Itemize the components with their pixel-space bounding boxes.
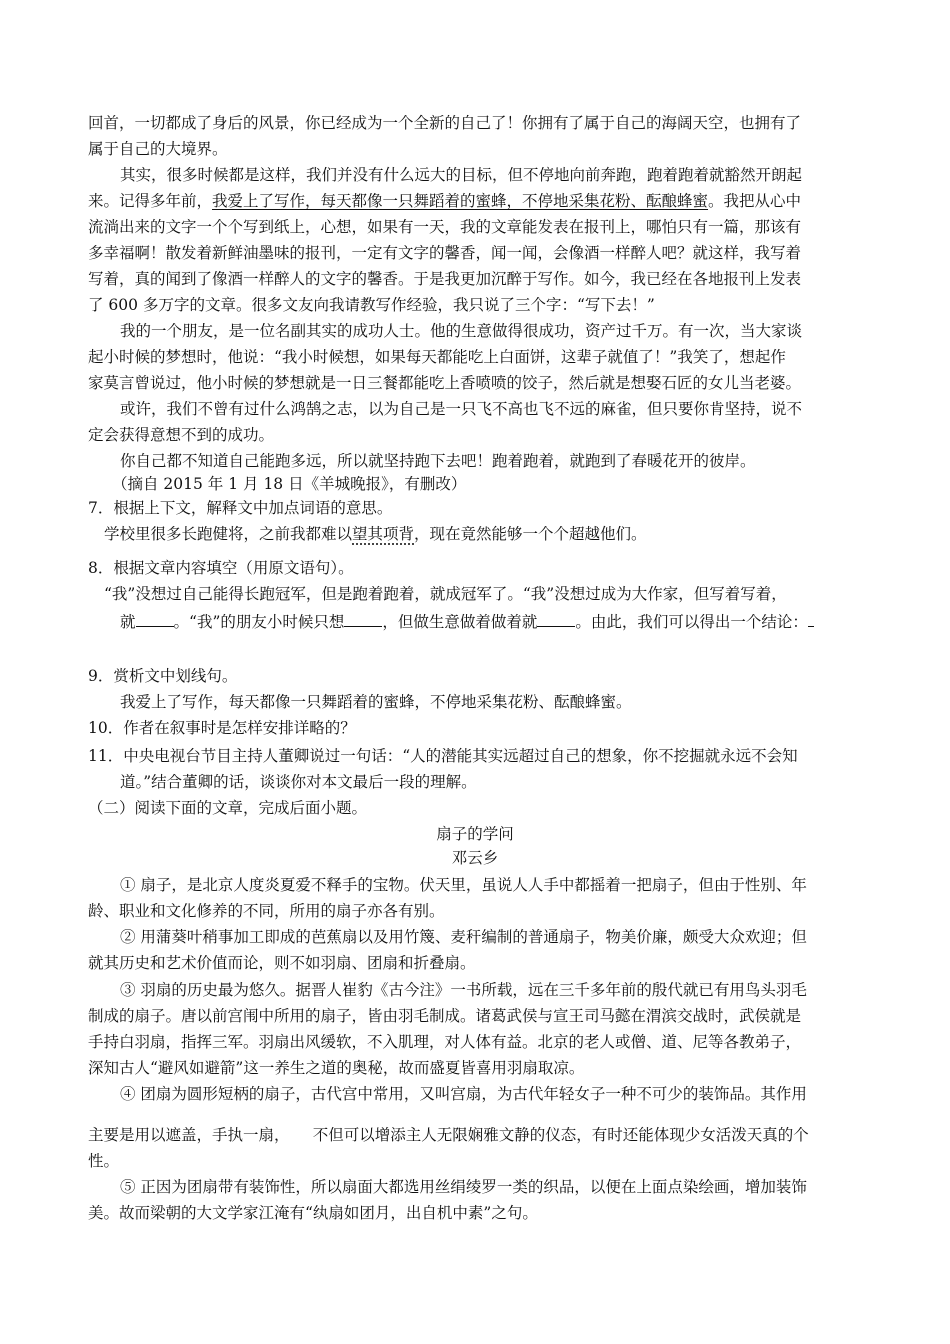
question-text: 就 [120, 613, 136, 631]
passage-line: 或许，我们不曾有过什么鸿鹄之志，以为自己是一只飞不高也飞不远的麻雀，但只要你肯坚持，说不 [120, 400, 803, 418]
question-10: 10．作者在叙事时是怎样安排详略的？ [88, 719, 356, 737]
article-author: 邓云乡 [451, 849, 499, 867]
article-line: 深知古人“避风如避箭”这一养生之道的奥秘，故而盛夏皆喜用羽扇取凉。 [88, 1059, 585, 1077]
question-9-sentence: 我爱上了写作，每天都像一只舞蹈着的蜜蜂，不停地采集花粉、酝酿蜂蜜。 [120, 693, 632, 711]
article-line: 制成的扇子。唐以前宫闱中所用的扇子，皆由羽毛制成。诸葛武侯与宣王司马懿在渭滨交战时，武侯就是 [88, 1007, 802, 1025]
passage-line-with-underline [88, 191, 801, 211]
question-8-line1: “我”没想过自己能得长跑冠军，但是跑着跑着，就成冠军了。“我”没想过成为大作家，但写着写着， [104, 585, 787, 603]
underlined-sentence: 我爱上了写作，每天都像一只舞蹈着的蜜蜂，不停地采集花粉、酝酿蜂蜜 [212, 192, 709, 210]
question-text: ，现在竟然能够一个个超越他们。 [414, 525, 647, 543]
article-title: 扇子的学问 [436, 825, 514, 843]
passage-line: 我的一个朋友，是一位名副其实的成功人士。他的生意做得很成功，资产过千万。有一次，当大家谈 [120, 322, 803, 340]
passage-line: 定会获得意想不到的成功。 [88, 426, 275, 444]
section-intro: （二）阅读下面的文章，完成后面小题。 [88, 799, 368, 817]
dotted-word: 望其项背 [352, 525, 415, 543]
article-line: ① 扇子，是北京人度炎夏爱不释手的宝物。伏天里，虽说人人手中都摇着一把扇子，但由于性别、年 [120, 876, 807, 894]
question-text: 。由此，我们可以得出一个结论： [575, 613, 808, 631]
question-11-cont: 道。”结合董卿的话，谈谈你对本文最后一段的理解。 [120, 773, 477, 791]
article-line: 主要是用以遮盖，手执一扇， 不但可以增添主人无限娴雅文静的仪态，有时还能体现少女活泼天真的个 [88, 1126, 809, 1144]
question-7: 7．根据上下文，解释文中加点词语的意思。 [88, 499, 393, 517]
article-line: 美。故而梁朝的大文学家江淹有“纨扇如团月，出自机中素”之句。 [88, 1204, 538, 1222]
question-11: 11．中央电视台节目主持人董卿说过一句话：“人的潜能其实远超过自己的想象，你不挖掘就永远不会知 [88, 747, 798, 765]
article-line: ④ 团扇为圆形短柄的扇子，古代宫中常用，又叫宫扇，为古代年轻女子一种不可少的装饰品。其作用 [120, 1085, 807, 1103]
passage-line: 其实，很多时候都是这样，我们并没有什么远大的目标，但不停地向前奔跑，跑着跑着就豁然开朗起 [120, 166, 803, 184]
article-line: 就其历史和艺术价值而论，则不如羽扇、团扇和折叠扇。 [88, 954, 476, 972]
article-line: ⑤ 正因为团扇带有装饰性，所以扇面大都选用丝绢绫罗一类的织品，以便在上面点染绘画，增加装饰 [120, 1178, 807, 1196]
article-line: ② 用蒲葵叶稍事加工即成的芭蕉扇以及用竹篾、麦秆编制的普通扇子，物美价廉，颇受大众欢迎；但 [120, 928, 807, 946]
source-citation: （摘自 2015 年 1 月 18 日《羊城晚报》，有删改） [112, 475, 467, 493]
question-9: 9．赏析文中划线句。 [88, 667, 238, 685]
passage-line: 流淌出来的文字一个个写到纸上，心想，如果有一天，我的文章能发表在报刊上，哪怕只有一篇，那该有 [88, 218, 802, 236]
passage-line: 起小时候的梦想时，他说：“我小时候想，如果每天都能吃上白面饼，这辈子就值了！”我笑了，想起作 [88, 348, 786, 366]
question-text: ，但做生意做着做着就 [382, 613, 538, 631]
passage-line: 写着，真的闻到了像酒一样醉人的文字的馨香。于是我更加沉醉于写作。如今，我已经在各地报刊上发表 [88, 270, 802, 288]
article-line: 性。 [88, 1152, 120, 1170]
passage-line: 回首，一切都成了身后的风景，你已经成为一个全新的自己了！你拥有了属于自己的海阔天空，也拥有了 [88, 114, 802, 132]
answer-blank[interactable] [808, 612, 814, 627]
question-7-sentence [104, 524, 647, 544]
passage-line: 多幸福啊！散发着新鲜油墨味的报刊，一定有文字的馨香，闻一闻，会像酒一样醉人吧？就这样，我写着 [88, 244, 802, 262]
passage-line: 了 600 多万字的文章。很多文友向我请教写作经验，我只说了三个字：“写下去！” [88, 296, 655, 314]
question-text: 。“我”的朋友小时候只想 [173, 613, 345, 631]
passage-line: 家莫言曾说过，他小时候的梦想就是一日三餐都能吃上香喷喷的饺子，然后就是想娶石匠的女儿当老婆。 [88, 374, 802, 392]
question-8-line2 [120, 612, 814, 632]
article-line: 龄、职业和文化修养的不同，所用的扇子亦各有别。 [88, 902, 445, 920]
answer-blank[interactable] [537, 612, 575, 627]
article-line: ③ 羽扇的历史最为悠久。据晋人崔豹《古今注》一书所载，远在三千多年前的殷代就已有用鸟头羽毛 [120, 981, 807, 999]
passage-line: 你自己都不知道自己能跑多远，所以就坚持跑下去吧！跑着跑着，就跑到了春暖花开的彼岸。 [120, 452, 756, 470]
question-8: 8．根据文章内容填空（用原文语句）。 [88, 559, 354, 577]
passage-text: 。我把从心中 [708, 192, 802, 210]
passage-text: 来。记得多年前， [88, 192, 213, 210]
article-line: 手持白羽扇，指挥三军。羽扇出风缓软，不入肌理，对人体有益。北京的老人或僧、道、尼等各教弟子， [88, 1033, 802, 1051]
answer-blank[interactable] [136, 612, 174, 627]
answer-blank[interactable] [344, 612, 382, 627]
passage-line: 属于自己的大境界。 [88, 140, 228, 158]
question-text: 学校里很多长跑健将，之前我都难以 [104, 525, 353, 543]
